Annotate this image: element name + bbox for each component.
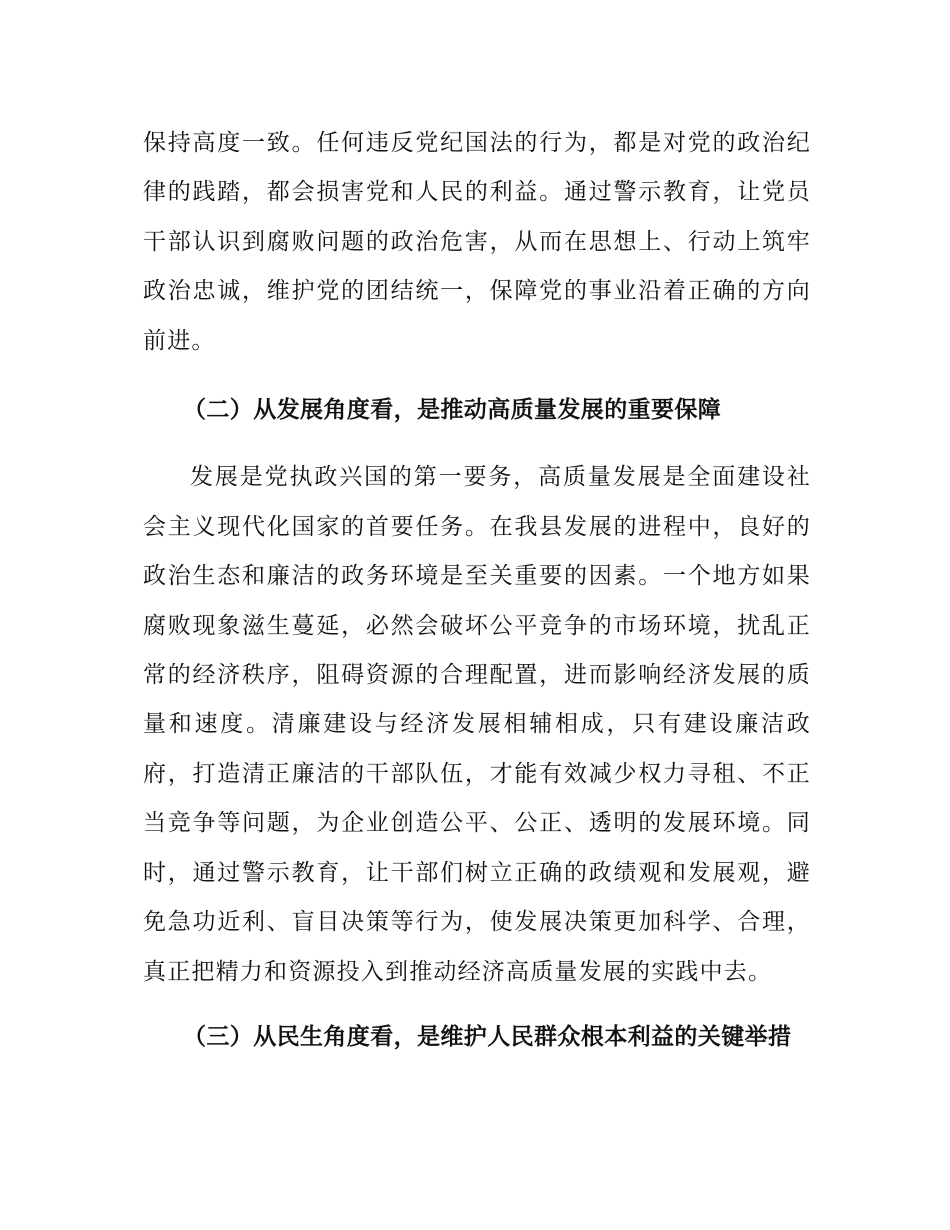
paragraph-development: 发展是党执政兴国的第一要务，高质量发展是全面建设社会主义现代化国家的首要任务。在我县发展的进程中，良好的政治生态和廉洁的政务环境是至关重要的因素。一个地方如果腐败现象滋生蔓延，必然会破坏公平竞争的市场环境，扰乱正常的经济秩序，阻碍资源的合理配置，进而影响经济发展的质量和速度。清廉建设与经济发展相辅相成，只有建设廉洁政府，打造清正廉洁的干部队伍，才能有效减少权力寻租、不正当竞争等问题，为企业创造公平、公正、透明的发展环境。同时，通过警示教育，让干部们树立正确的政绩观和发展观，避免急功近利、盲目决策等行为，使发展决策更加科学、合理，真正把精力和资源投入到推动经济高质量发展的实践中去。: [143, 464, 811, 985]
section-heading-livelihood: （三）从民生角度看，是维护人民群众根本利益的关键举措: [183, 1023, 792, 1050]
paragraph-continued: 保持高度一致。任何违反党纪国法的行为，都是对党的政治纪律的践踏，都会损害党和人民的利益。通过警示教育，让党员干部认识到腐败问题的政治危害，从而在思想上、行动上筑牢政治忠诚，维护党的团结统一，保障党的事业沿着正确的方向前进。: [143, 130, 811, 354]
document-body: [143, 119, 811, 1080]
section-heading-development: （二）从发展角度看，是推动高质量发展的重要保障: [183, 397, 722, 424]
